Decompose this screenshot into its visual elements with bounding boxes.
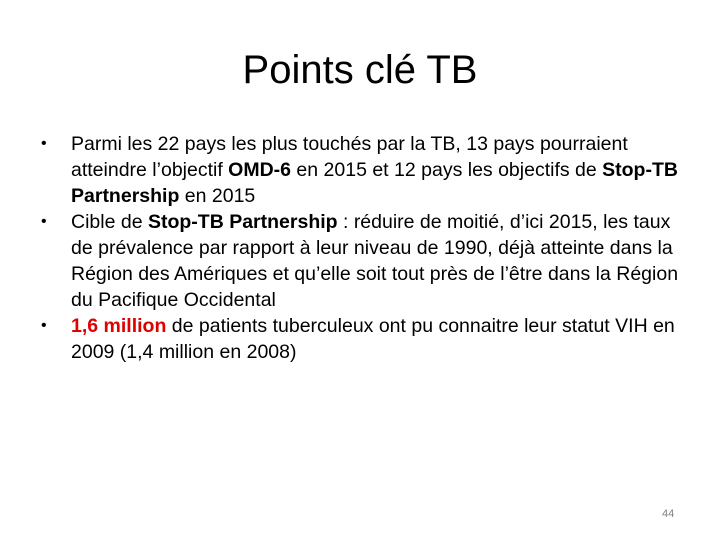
bullet-bold-term: Stop-TB Partnership (147, 211, 338, 233)
bullet-item (38, 209, 688, 313)
bullet-bold-term: OMD-6 (228, 159, 292, 181)
bullet-marker: • (41, 317, 47, 334)
bullet-text: : réduire de moitié, d’ici 2015, les taux de prévalence par rapport à leur niveau de 1990, déjà atteinte dans la Région des Amériques et qu’elle soit tout près de l’être dans la Région du Pacifique Occidental (71, 211, 679, 311)
bullet-text: Cible de (71, 211, 148, 233)
bullet-text: Parmi les 22 pays les plus touchés par la TB, 13 pays pourraient atteindre l’objectif (71, 133, 628, 181)
page-number: 44 (662, 508, 675, 520)
bullet-list (38, 131, 688, 365)
bullet-text: en 2015 (179, 185, 256, 207)
bullet-item (38, 131, 688, 209)
bullet-bold-term: Stop-TB Partnership (71, 159, 678, 207)
bullet-text: de patients tuberculeux ont pu connaitre leur statut VIH en 2009 (1,4 million en 2008) (71, 315, 675, 363)
bullet-highlight: 1,6 million (71, 315, 167, 337)
slide-title: Points clé TB (242, 48, 478, 92)
bullet-text: en 2015 et 12 pays les objectifs de (291, 159, 603, 181)
bullet-marker: • (41, 135, 47, 152)
bullet-marker: • (41, 213, 47, 230)
bullet-item (38, 313, 688, 365)
